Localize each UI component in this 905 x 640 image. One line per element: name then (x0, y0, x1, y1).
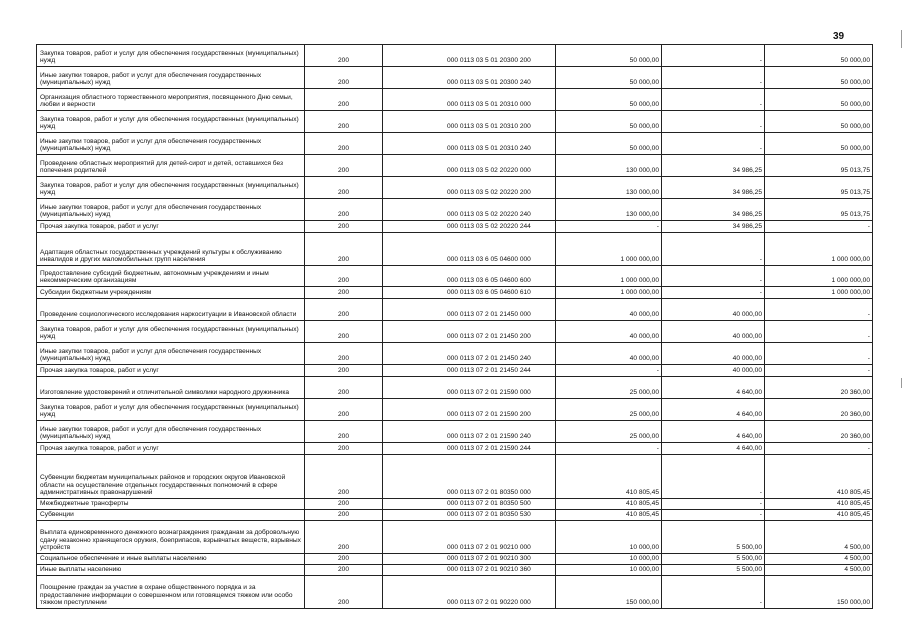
row-code-cell: 200 (305, 443, 383, 455)
row-rest-cell: 150 000,00 (765, 576, 873, 609)
row-rest-cell: 20 360,00 (765, 421, 873, 443)
row-name-cell: Организация областного торжественного мероприятия, посвященного Дню семьи, любви и верности (37, 89, 305, 111)
row-plan-cell: 25 000,00 (556, 399, 662, 421)
row-rest-cell: 20 360,00 (765, 399, 873, 421)
row-code-cell: 200 (305, 111, 383, 133)
row-plan-cell: - (556, 443, 662, 455)
row-plan-cell: 10 000,00 (556, 521, 662, 554)
table-row (37, 499, 873, 510)
row-rest-cell: - (765, 365, 873, 377)
row-rest-cell: 1 000 000,00 (765, 266, 873, 287)
row-kbk-cell: 000 0113 03 5 01 20300 200 (383, 45, 556, 67)
row-plan-cell: 50 000,00 (556, 133, 662, 155)
row-code-cell: 200 (305, 377, 383, 399)
row-rest-cell: 50 000,00 (765, 133, 873, 155)
row-exec-cell: 34 986,25 (662, 155, 765, 177)
table-row (37, 343, 873, 365)
row-code-cell: 200 (305, 89, 383, 111)
row-kbk-cell: 000 0113 03 5 02 20220 000 (383, 155, 556, 177)
table-row (37, 199, 873, 221)
row-kbk-cell: 000 0113 07 2 01 90210 360 (383, 565, 556, 576)
row-exec-cell: - (662, 287, 765, 299)
row-rest-cell: 95 013,75 (765, 199, 873, 221)
row-name-cell: Иные закупки товаров, работ и услуг для обеспечения государственных (муниципальных) нужд (37, 67, 305, 89)
row-code-cell: 200 (305, 421, 383, 443)
row-rest-cell: - (765, 321, 873, 343)
row-exec-cell: 40 000,00 (662, 343, 765, 365)
table-row (37, 287, 873, 299)
row-plan-cell: 40 000,00 (556, 343, 662, 365)
row-kbk-cell: 000 0113 07 2 01 80350 530 (383, 510, 556, 521)
row-plan-cell: 410 805,45 (556, 455, 662, 499)
table-row (37, 299, 873, 321)
row-exec-cell: - (662, 67, 765, 89)
row-kbk-cell: 000 0113 03 5 01 20310 000 (383, 89, 556, 111)
row-kbk-cell: 000 0113 03 6 05 04600 000 (383, 233, 556, 266)
table-row (37, 421, 873, 443)
row-plan-cell: 40 000,00 (556, 299, 662, 321)
row-rest-cell: - (765, 299, 873, 321)
row-rest-cell: 4 500,00 (765, 565, 873, 576)
row-exec-cell: 4 640,00 (662, 443, 765, 455)
row-kbk-cell: 000 0113 07 2 01 90220 000 (383, 576, 556, 609)
row-name-cell: Иные выплаты населению (37, 565, 305, 576)
row-rest-cell: 50 000,00 (765, 111, 873, 133)
row-code-cell: 200 (305, 233, 383, 266)
table-row (37, 321, 873, 343)
scan-edge-mark (901, 30, 902, 48)
table-row (37, 266, 873, 287)
row-kbk-cell: 000 0113 07 2 01 21590 244 (383, 443, 556, 455)
row-plan-cell: 130 000,00 (556, 155, 662, 177)
row-plan-cell: 410 805,45 (556, 510, 662, 521)
table-row (37, 365, 873, 377)
row-code-cell: 200 (305, 365, 383, 377)
row-rest-cell: 410 805,45 (765, 499, 873, 510)
row-plan-cell: 50 000,00 (556, 89, 662, 111)
row-kbk-cell: 000 0113 07 2 01 90210 300 (383, 554, 556, 565)
row-plan-cell: - (556, 221, 662, 233)
row-exec-cell: 5 500,00 (662, 521, 765, 554)
row-exec-cell: - (662, 455, 765, 499)
row-exec-cell: 34 986,25 (662, 221, 765, 233)
row-exec-cell: - (662, 133, 765, 155)
table-row (37, 89, 873, 111)
row-plan-cell: 50 000,00 (556, 67, 662, 89)
row-name-cell: Предоставление субсидий бюджетным, автономным учреждениям и иным некоммерческим организациям (37, 266, 305, 287)
row-code-cell: 200 (305, 321, 383, 343)
row-code-cell: 200 (305, 521, 383, 554)
row-exec-cell: 34 986,25 (662, 199, 765, 221)
row-code-cell: 200 (305, 343, 383, 365)
table-row (37, 554, 873, 565)
row-exec-cell: 40 000,00 (662, 299, 765, 321)
row-exec-cell: - (662, 233, 765, 266)
row-kbk-cell: 000 0113 03 5 02 20220 244 (383, 221, 556, 233)
row-exec-cell: 5 500,00 (662, 554, 765, 565)
row-plan-cell: 130 000,00 (556, 177, 662, 199)
row-plan-cell: 1 000 000,00 (556, 287, 662, 299)
row-exec-cell: 4 640,00 (662, 399, 765, 421)
row-code-cell: 200 (305, 299, 383, 321)
table-row (37, 399, 873, 421)
row-code-cell: 200 (305, 266, 383, 287)
row-plan-cell: 1 000 000,00 (556, 233, 662, 266)
row-kbk-cell: 000 0113 07 2 01 80350 000 (383, 455, 556, 499)
row-name-cell: Иные закупки товаров, работ и услуг для обеспечения государственных (муниципальных) нужд (37, 421, 305, 443)
table-row (37, 67, 873, 89)
row-rest-cell: 1 000 000,00 (765, 287, 873, 299)
row-code-cell: 200 (305, 221, 383, 233)
row-name-cell: Иные закупки товаров, работ и услуг для обеспечения государственных (муниципальных) нужд (37, 343, 305, 365)
row-rest-cell: 4 500,00 (765, 521, 873, 554)
table-row (37, 377, 873, 399)
table-row (37, 443, 873, 455)
row-code-cell: 200 (305, 576, 383, 609)
row-name-cell: Изготовление удостоверений и отличительной символики народного дружинника (37, 377, 305, 399)
row-kbk-cell: 000 0113 07 2 01 21450 240 (383, 343, 556, 365)
table-row (37, 510, 873, 521)
row-exec-cell: - (662, 510, 765, 521)
row-code-cell: 200 (305, 177, 383, 199)
row-plan-cell: 1 000 000,00 (556, 266, 662, 287)
row-exec-cell: 40 000,00 (662, 365, 765, 377)
row-exec-cell: - (662, 45, 765, 67)
row-rest-cell: 95 013,75 (765, 177, 873, 199)
row-code-cell: 200 (305, 133, 383, 155)
row-plan-cell: 410 805,45 (556, 499, 662, 510)
row-plan-cell: 10 000,00 (556, 565, 662, 576)
row-name-cell: Социальное обеспечение и иные выплаты населению (37, 554, 305, 565)
row-rest-cell: 1 000 000,00 (765, 233, 873, 266)
row-exec-cell: - (662, 499, 765, 510)
row-kbk-cell: 000 0113 07 2 01 21590 240 (383, 421, 556, 443)
row-exec-cell: 40 000,00 (662, 321, 765, 343)
row-code-cell: 200 (305, 554, 383, 565)
row-kbk-cell: 000 0113 07 2 01 21450 000 (383, 299, 556, 321)
row-name-cell: Поощрение граждан за участие в охране общественного порядка и за предоставление информации о совершенном или готовящемся тяжком или особо тяжком преступлении (37, 576, 305, 609)
table-body (37, 45, 873, 609)
row-code-cell: 200 (305, 199, 383, 221)
row-name-cell: Закупка товаров, работ и услуг для обеспечения государственных (муниципальных) нужд (37, 321, 305, 343)
table-row (37, 45, 873, 67)
table-row (37, 565, 873, 576)
budget-table (36, 44, 873, 609)
row-name-cell: Адаптация областных государственных учреждений культуры к обслуживанию инвалидов и других маломобильных групп населения (37, 233, 305, 266)
row-code-cell: 200 (305, 67, 383, 89)
row-code-cell: 200 (305, 455, 383, 499)
row-name-cell: Закупка товаров, работ и услуг для обеспечения государственных (муниципальных) нужд (37, 45, 305, 67)
table-row (37, 133, 873, 155)
row-plan-cell: 40 000,00 (556, 321, 662, 343)
row-plan-cell: 25 000,00 (556, 421, 662, 443)
row-exec-cell: 4 640,00 (662, 377, 765, 399)
row-rest-cell: - (765, 443, 873, 455)
row-rest-cell: 50 000,00 (765, 89, 873, 111)
table-row (37, 177, 873, 199)
page-number: 39 (833, 31, 845, 42)
row-kbk-cell: 000 0113 03 5 01 20300 240 (383, 67, 556, 89)
row-plan-cell: 130 000,00 (556, 199, 662, 221)
row-rest-cell: 20 360,00 (765, 377, 873, 399)
row-name-cell: Выплата единовременного денежного вознаграждения гражданам за добровольную сдачу незаконно хранящегося оружия, боеприпасов, взрывчатых веществ, взрывных устройств (37, 521, 305, 554)
table-row (37, 155, 873, 177)
row-kbk-cell: 000 0113 07 2 01 80350 500 (383, 499, 556, 510)
row-rest-cell: 50 000,00 (765, 45, 873, 67)
row-kbk-cell: 000 0113 07 2 01 21450 244 (383, 365, 556, 377)
row-kbk-cell: 000 0113 07 2 01 21590 000 (383, 377, 556, 399)
row-exec-cell: - (662, 576, 765, 609)
table-row (37, 111, 873, 133)
table-row (37, 455, 873, 499)
row-kbk-cell: 000 0113 07 2 01 21590 200 (383, 399, 556, 421)
row-name-cell: Проведение социологического исследования наркоситуации в Ивановской области (37, 299, 305, 321)
row-exec-cell: - (662, 89, 765, 111)
row-plan-cell: 50 000,00 (556, 111, 662, 133)
row-plan-cell: 25 000,00 (556, 377, 662, 399)
row-code-cell: 200 (305, 45, 383, 67)
row-kbk-cell: 000 0113 03 5 02 20220 200 (383, 177, 556, 199)
table-row (37, 521, 873, 554)
row-exec-cell: - (662, 266, 765, 287)
row-kbk-cell: 000 0113 03 6 05 04600 610 (383, 287, 556, 299)
table-row (37, 221, 873, 233)
row-code-cell: 200 (305, 499, 383, 510)
row-kbk-cell: 000 0113 07 2 01 90210 000 (383, 521, 556, 554)
row-name-cell: Закупка товаров, работ и услуг для обеспечения государственных (муниципальных) нужд (37, 177, 305, 199)
row-code-cell: 200 (305, 565, 383, 576)
row-name-cell: Иные закупки товаров, работ и услуг для обеспечения государственных (муниципальных) нужд (37, 199, 305, 221)
row-rest-cell: 410 805,45 (765, 510, 873, 521)
row-rest-cell: 4 500,00 (765, 554, 873, 565)
row-exec-cell: 5 500,00 (662, 565, 765, 576)
row-rest-cell: 95 013,75 (765, 155, 873, 177)
row-name-cell: Прочая закупка товаров, работ и услуг (37, 221, 305, 233)
row-rest-cell: 50 000,00 (765, 67, 873, 89)
row-kbk-cell: 000 0113 07 2 01 21450 200 (383, 321, 556, 343)
row-exec-cell: 34 986,25 (662, 177, 765, 199)
row-code-cell: 200 (305, 155, 383, 177)
row-name-cell: Закупка товаров, работ и услуг для обеспечения государственных (муниципальных) нужд (37, 111, 305, 133)
row-name-cell: Закупка товаров, работ и услуг для обеспечения государственных (муниципальных) нужд (37, 399, 305, 421)
row-code-cell: 200 (305, 399, 383, 421)
row-code-cell: 200 (305, 287, 383, 299)
row-name-cell: Иные закупки товаров, работ и услуг для обеспечения государственных (муниципальных) нужд (37, 133, 305, 155)
row-rest-cell: 410 805,45 (765, 455, 873, 499)
table-row (37, 576, 873, 609)
row-plan-cell: - (556, 365, 662, 377)
row-exec-cell: - (662, 111, 765, 133)
row-kbk-cell: 000 0113 03 6 05 04600 600 (383, 266, 556, 287)
row-name-cell: Межбюджетные трансферты (37, 499, 305, 510)
row-rest-cell: - (765, 343, 873, 365)
scan-edge-mark (901, 378, 902, 388)
row-code-cell: 200 (305, 510, 383, 521)
row-name-cell: Субсидии бюджетным учреждениям (37, 287, 305, 299)
row-name-cell: Прочая закупка товаров, работ и услуг (37, 443, 305, 455)
row-kbk-cell: 000 0113 03 5 01 20310 240 (383, 133, 556, 155)
row-plan-cell: 10 000,00 (556, 554, 662, 565)
row-plan-cell: 50 000,00 (556, 45, 662, 67)
row-kbk-cell: 000 0113 03 5 01 20310 200 (383, 111, 556, 133)
row-name-cell: Субвенции (37, 510, 305, 521)
row-exec-cell: 4 640,00 (662, 421, 765, 443)
row-name-cell: Прочая закупка товаров, работ и услуг (37, 365, 305, 377)
row-kbk-cell: 000 0113 03 5 02 20220 240 (383, 199, 556, 221)
table-row (37, 233, 873, 266)
row-name-cell: Проведение областных мероприятий для детей-сирот и детей, оставшихся без попечения родителей (37, 155, 305, 177)
row-rest-cell: - (765, 221, 873, 233)
row-name-cell: Субвенции бюджетам муниципальных районов и городских округов Ивановской области на осуществление отдельных государственных полномочий в сфере административных правонарушений (37, 455, 305, 499)
row-plan-cell: 150 000,00 (556, 576, 662, 609)
